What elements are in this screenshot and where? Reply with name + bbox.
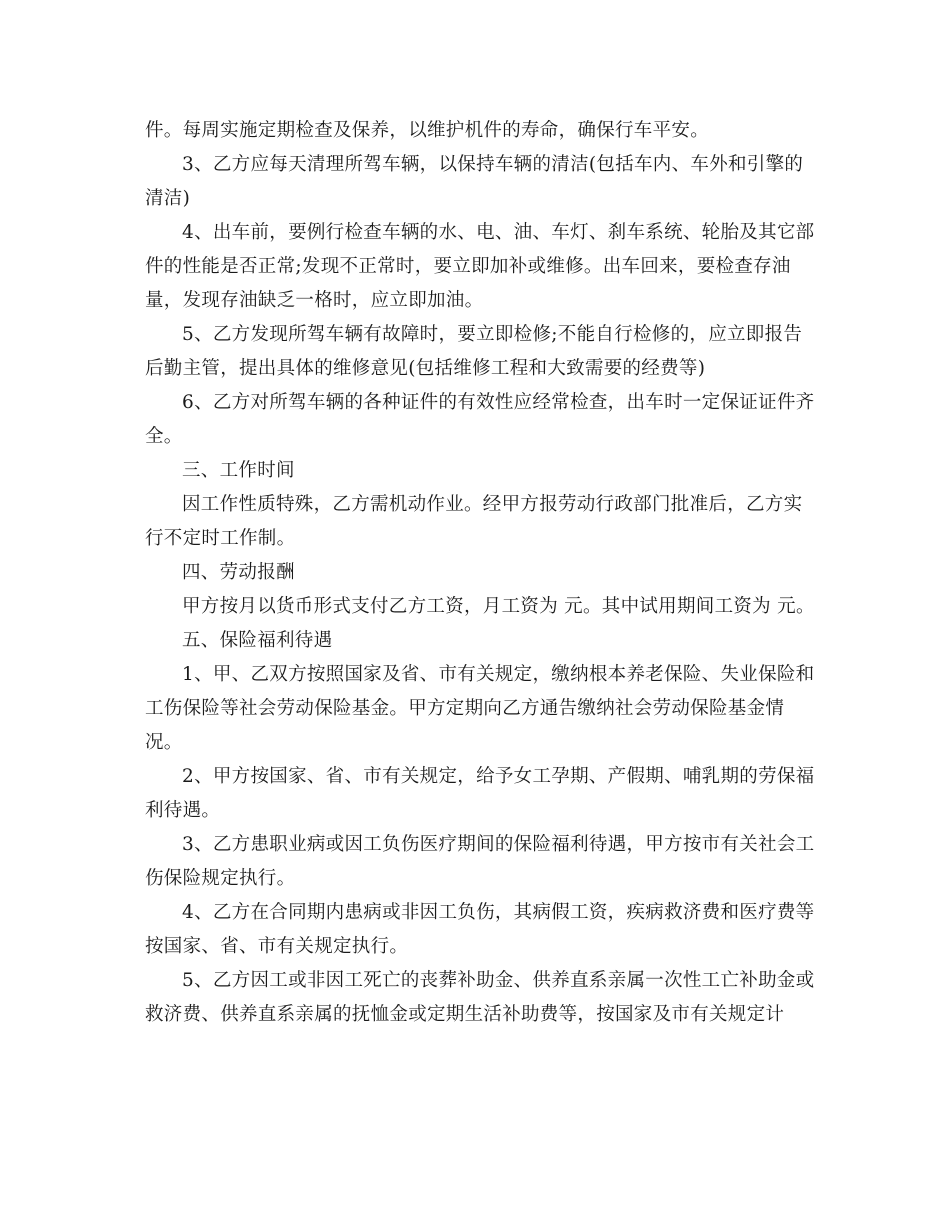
text-line: 四、劳动报酬 bbox=[182, 562, 295, 583]
text-line: 甲方按月以货币形式支付乙方工资，月工资为 元。其中试用期间工资为 元。 bbox=[182, 596, 815, 617]
paragraph bbox=[145, 896, 815, 964]
paragraph bbox=[145, 590, 815, 624]
text-line: 清洁) bbox=[145, 188, 191, 209]
paragraph bbox=[145, 386, 815, 454]
text-line: 5、乙方发现所驾车辆有故障时，要立即检修;不能自行检修的，应立即报告 bbox=[182, 324, 803, 345]
text-line: 因工作性质特殊，乙方需机动作业。经甲方报劳动行政部门批准后，乙方实 bbox=[182, 494, 803, 515]
text-line: 件。每周实施定期检查及保养，以维护机件的寿命，确保行车平安。 bbox=[145, 120, 710, 141]
text-line: 工伤保险等社会劳动保险基金。甲方定期向乙方通告缴纳社会劳动保险基金情 bbox=[145, 698, 785, 719]
text-line: 按国家、省、市有关规定执行。 bbox=[145, 936, 409, 957]
text-line: 行不定时工作制。 bbox=[145, 528, 296, 549]
text-line: 3、乙方应每天清理所驾车辆，以保持车辆的清洁(包括车内、车外和引擎的 bbox=[182, 154, 804, 175]
text-line: 件的性能是否正常;发现不正常时，要立即加补或维修。出车回来，要检查存油 bbox=[145, 256, 791, 277]
paragraph bbox=[145, 488, 810, 556]
paragraph bbox=[145, 114, 810, 148]
paragraph bbox=[145, 760, 815, 828]
text-line: 三、工作时间 bbox=[182, 460, 295, 481]
paragraph bbox=[145, 658, 815, 760]
paragraph bbox=[145, 216, 815, 318]
paragraph bbox=[145, 148, 810, 216]
text-line: 全。 bbox=[145, 426, 183, 447]
text-line: 伤保险规定执行。 bbox=[145, 868, 296, 889]
text-line: 后勤主管，提出具体的维修意见(包括维修工程和大致需要的经费等) bbox=[145, 358, 706, 379]
text-line: 利待遇。 bbox=[145, 800, 221, 821]
text-line: 3、乙方患职业病或因工负伤医疗期间的保险福利待遇，甲方按市有关社会工 bbox=[182, 834, 815, 855]
text-line: 2、甲方按国家、省、市有关规定，给予女工孕期、产假期、哺乳期的劳保福 bbox=[182, 766, 815, 787]
section-heading bbox=[145, 624, 810, 658]
paragraph bbox=[145, 964, 815, 1032]
text-line: 4、出车前，要例行检查车辆的水、电、油、车灯、刹车系统、轮胎及其它部 bbox=[182, 222, 815, 243]
text-line: 救济费、供养直系亲属的抚恤金或定期生活补助费等，按国家及市有关规定计 bbox=[145, 1004, 785, 1025]
text-line: 五、保险福利待遇 bbox=[182, 630, 333, 651]
text-line: 4、乙方在合同期内患病或非因工负伤，其病假工资，疾病救济费和医疗费等 bbox=[182, 902, 815, 923]
section-heading bbox=[145, 556, 810, 590]
text-line: 量，发现存油缺乏一格时，应立即加油。 bbox=[145, 290, 484, 311]
text-line: 6、乙方对所驾车辆的各种证件的有效性应经常检查，出车时一定保证证件齐 bbox=[182, 392, 815, 413]
text-line: 1、甲、乙双方按照国家及省、市有关规定，缴纳根本养老保险、失业保险和 bbox=[182, 664, 815, 685]
document-body bbox=[145, 114, 815, 1032]
paragraph bbox=[145, 828, 815, 896]
text-line: 况。 bbox=[145, 732, 183, 753]
section-heading bbox=[145, 454, 810, 488]
paragraph bbox=[145, 318, 810, 386]
text-line: 5、乙方因工或非因工死亡的丧葬补助金、供养直系亲属一次性工亡补助金或 bbox=[182, 970, 815, 991]
